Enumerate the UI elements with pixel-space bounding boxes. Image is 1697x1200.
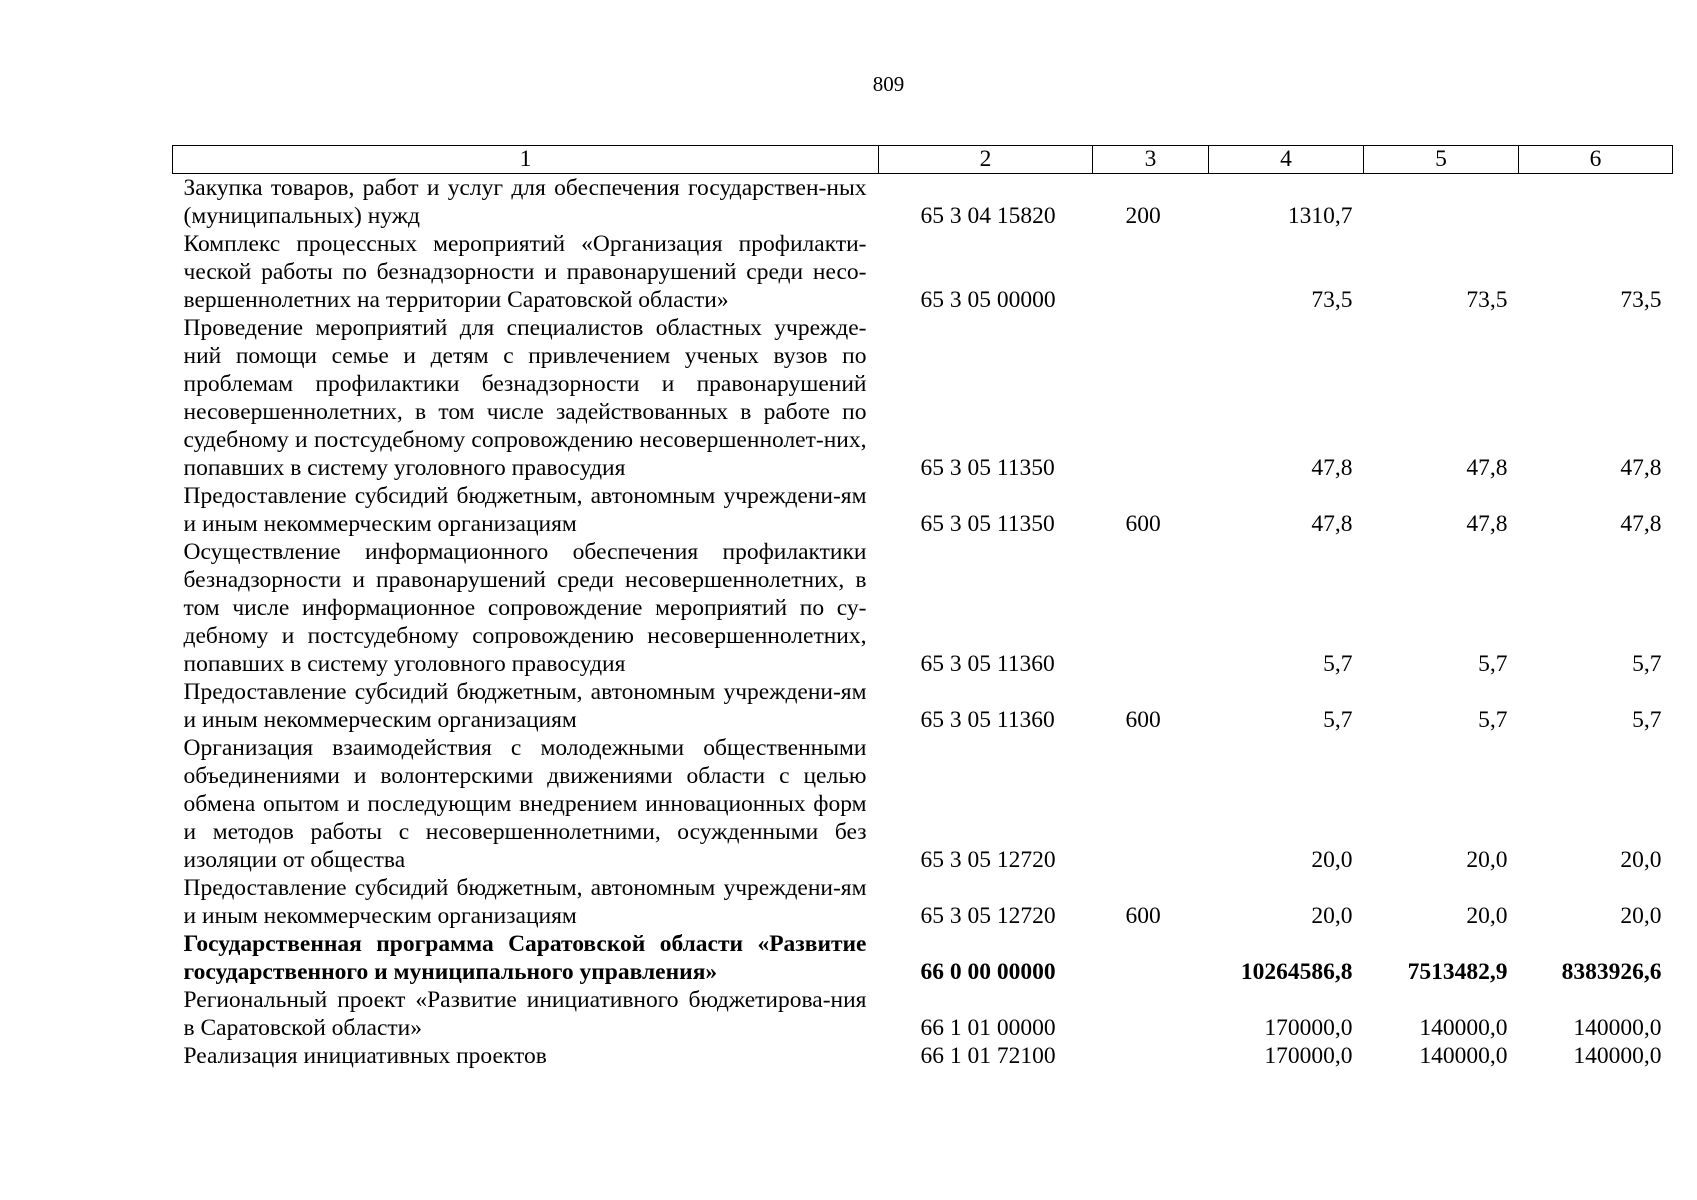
row-name: Предоставление субсидий бюджетным, автономным учреждени-ям и иным некоммерческим организациям <box>183 679 867 733</box>
amount-year-3: 5,7 <box>1632 651 1662 677</box>
amount-year-3 <box>1519 174 1673 231</box>
expense-type-code <box>1093 538 1209 678</box>
amount-year-2: 73,5 <box>1466 287 1508 313</box>
column-header-3: 3 <box>1093 146 1209 174</box>
row-name: Государственная программа Саратовской области «Развитие государственного и муниципального управления» <box>183 931 867 985</box>
expense-type-code: 200 <box>1125 203 1161 229</box>
amount-year-1: 10264586,8 <box>1240 959 1353 985</box>
amount-year-3: 5,7 <box>1632 707 1662 733</box>
table-row <box>173 734 1673 874</box>
row-name: Организация взаимодействия с молодежными общественными объединениями и волонтерскими движениями области с целью обмена опытом и последующим внедрением инновационных форм и методов работы с несовершеннолетними, осужденными без изоляции от общества <box>183 735 867 873</box>
amount-year-1: 20,0 <box>1311 903 1353 929</box>
amount-year-1: 170000,0 <box>1264 1043 1353 1069</box>
amount-year-2: 7513482,9 <box>1407 959 1508 985</box>
column-header-5: 5 <box>1364 146 1519 174</box>
row-name: Проведение мероприятий для специалистов областных учрежде-ний помощи семье и детям с привлечением ученых вузов по проблемам профилактики безнадзорности и правонарушений несовершеннолетних, в том числе задействованных в работе по судебному и постсудебному сопровождению несовершеннолет-них, попавших в систему уголовного правосудия <box>183 315 867 481</box>
amount-year-1: 170000,0 <box>1264 1015 1353 1041</box>
amount-year-3: 73,5 <box>1620 287 1662 313</box>
amount-year-2: 140000,0 <box>1419 1015 1508 1041</box>
amount-year-3: 8383926,6 <box>1561 959 1662 985</box>
row-name: Комплекс процессных мероприятий «Организация профилакти-ческой работы по безнадзорности и правонарушений среди несо-вершеннолетних на территории Саратовской области» <box>183 231 867 313</box>
amount-year-1: 73,5 <box>1311 287 1353 313</box>
amount-year-2: 5,7 <box>1478 651 1508 677</box>
column-header-2: 2 <box>879 146 1093 174</box>
target-article-code: 66 1 01 72100 <box>920 1043 1056 1069</box>
amount-year-1: 1310,7 <box>1287 203 1353 229</box>
amount-year-3: 47,8 <box>1620 511 1662 537</box>
row-name: Региональный проект «Развитие инициативного бюджетирова-ния в Саратовской области» <box>183 987 867 1041</box>
table-row <box>173 482 1673 538</box>
page-number: 809 <box>872 72 905 96</box>
table-row <box>173 1042 1673 1070</box>
expense-type-code: 600 <box>1125 511 1161 537</box>
column-header-1: 1 <box>173 146 879 174</box>
table-row <box>173 314 1673 482</box>
amount-year-2: 140000,0 <box>1419 1043 1508 1069</box>
table-body <box>173 174 1673 1071</box>
target-article-code: 65 3 05 11350 <box>920 511 1055 537</box>
target-article-code: 65 3 05 12720 <box>920 847 1056 873</box>
expense-type-code <box>1093 930 1209 986</box>
table-row <box>173 986 1673 1042</box>
budget-table <box>172 145 1673 1070</box>
row-name: Реализация инициативных проектов <box>183 1043 547 1069</box>
target-article-code: 66 1 01 00000 <box>920 1015 1056 1041</box>
table-row <box>173 538 1673 678</box>
column-header-4: 4 <box>1209 146 1364 174</box>
table-header <box>173 146 1673 174</box>
expense-type-code: 600 <box>1125 903 1161 929</box>
target-article-code: 65 3 04 15820 <box>920 203 1056 229</box>
expense-type-code <box>1093 1042 1209 1070</box>
amount-year-2: 47,8 <box>1466 511 1508 537</box>
amount-year-2: 47,8 <box>1466 455 1508 481</box>
amount-year-3: 140000,0 <box>1573 1015 1662 1041</box>
amount-year-3: 140000,0 <box>1573 1043 1662 1069</box>
amount-year-2: 20,0 <box>1466 847 1508 873</box>
amount-year-1: 47,8 <box>1311 511 1353 537</box>
expense-type-code: 600 <box>1125 707 1161 733</box>
amount-year-3: 47,8 <box>1620 455 1662 481</box>
amount-year-1: 20,0 <box>1311 847 1353 873</box>
table-row <box>173 874 1673 930</box>
table-row <box>173 930 1673 986</box>
amount-year-2 <box>1364 174 1519 231</box>
amount-year-3: 20,0 <box>1620 847 1662 873</box>
target-article-code: 65 3 05 12720 <box>920 903 1056 929</box>
amount-year-3: 20,0 <box>1620 903 1662 929</box>
amount-year-1: 47,8 <box>1311 455 1353 481</box>
table-row <box>173 174 1673 231</box>
table-row <box>173 230 1673 314</box>
target-article-code: 65 3 05 11360 <box>920 651 1055 677</box>
row-name: Закупка товаров, работ и услуг для обеспечения государствен-ных (муниципальных) нужд <box>183 175 867 229</box>
target-article-code: 65 3 05 11350 <box>920 455 1055 481</box>
target-article-code: 65 3 05 00000 <box>920 287 1056 313</box>
row-name: Осуществление информационного обеспечения профилактики безнадзорности и правонарушений среди несовершеннолетних, в том числе информационное сопровождение мероприятий по су-дебному и постсудебному сопровождению несовершеннолетних, попавших в систему уголовного правосудия <box>183 539 867 677</box>
table-row <box>173 678 1673 734</box>
row-name: Предоставление субсидий бюджетным, автономным учреждени-ям и иным некоммерческим организациям <box>183 483 867 537</box>
amount-year-2: 5,7 <box>1478 707 1508 733</box>
target-article-code: 65 3 05 11360 <box>920 707 1055 733</box>
amount-year-1: 5,7 <box>1323 651 1353 677</box>
expense-type-code <box>1093 734 1209 874</box>
header-row <box>173 146 1673 174</box>
expense-type-code <box>1093 986 1209 1042</box>
amount-year-2: 20,0 <box>1466 903 1508 929</box>
amount-year-1: 5,7 <box>1323 707 1353 733</box>
column-header-6: 6 <box>1519 146 1673 174</box>
expense-type-code <box>1093 314 1209 482</box>
target-article-code: 66 0 00 00000 <box>920 959 1056 985</box>
row-name: Предоставление субсидий бюджетным, автономным учреждени-ям и иным некоммерческим организациям <box>183 875 867 929</box>
expense-type-code <box>1093 230 1209 314</box>
